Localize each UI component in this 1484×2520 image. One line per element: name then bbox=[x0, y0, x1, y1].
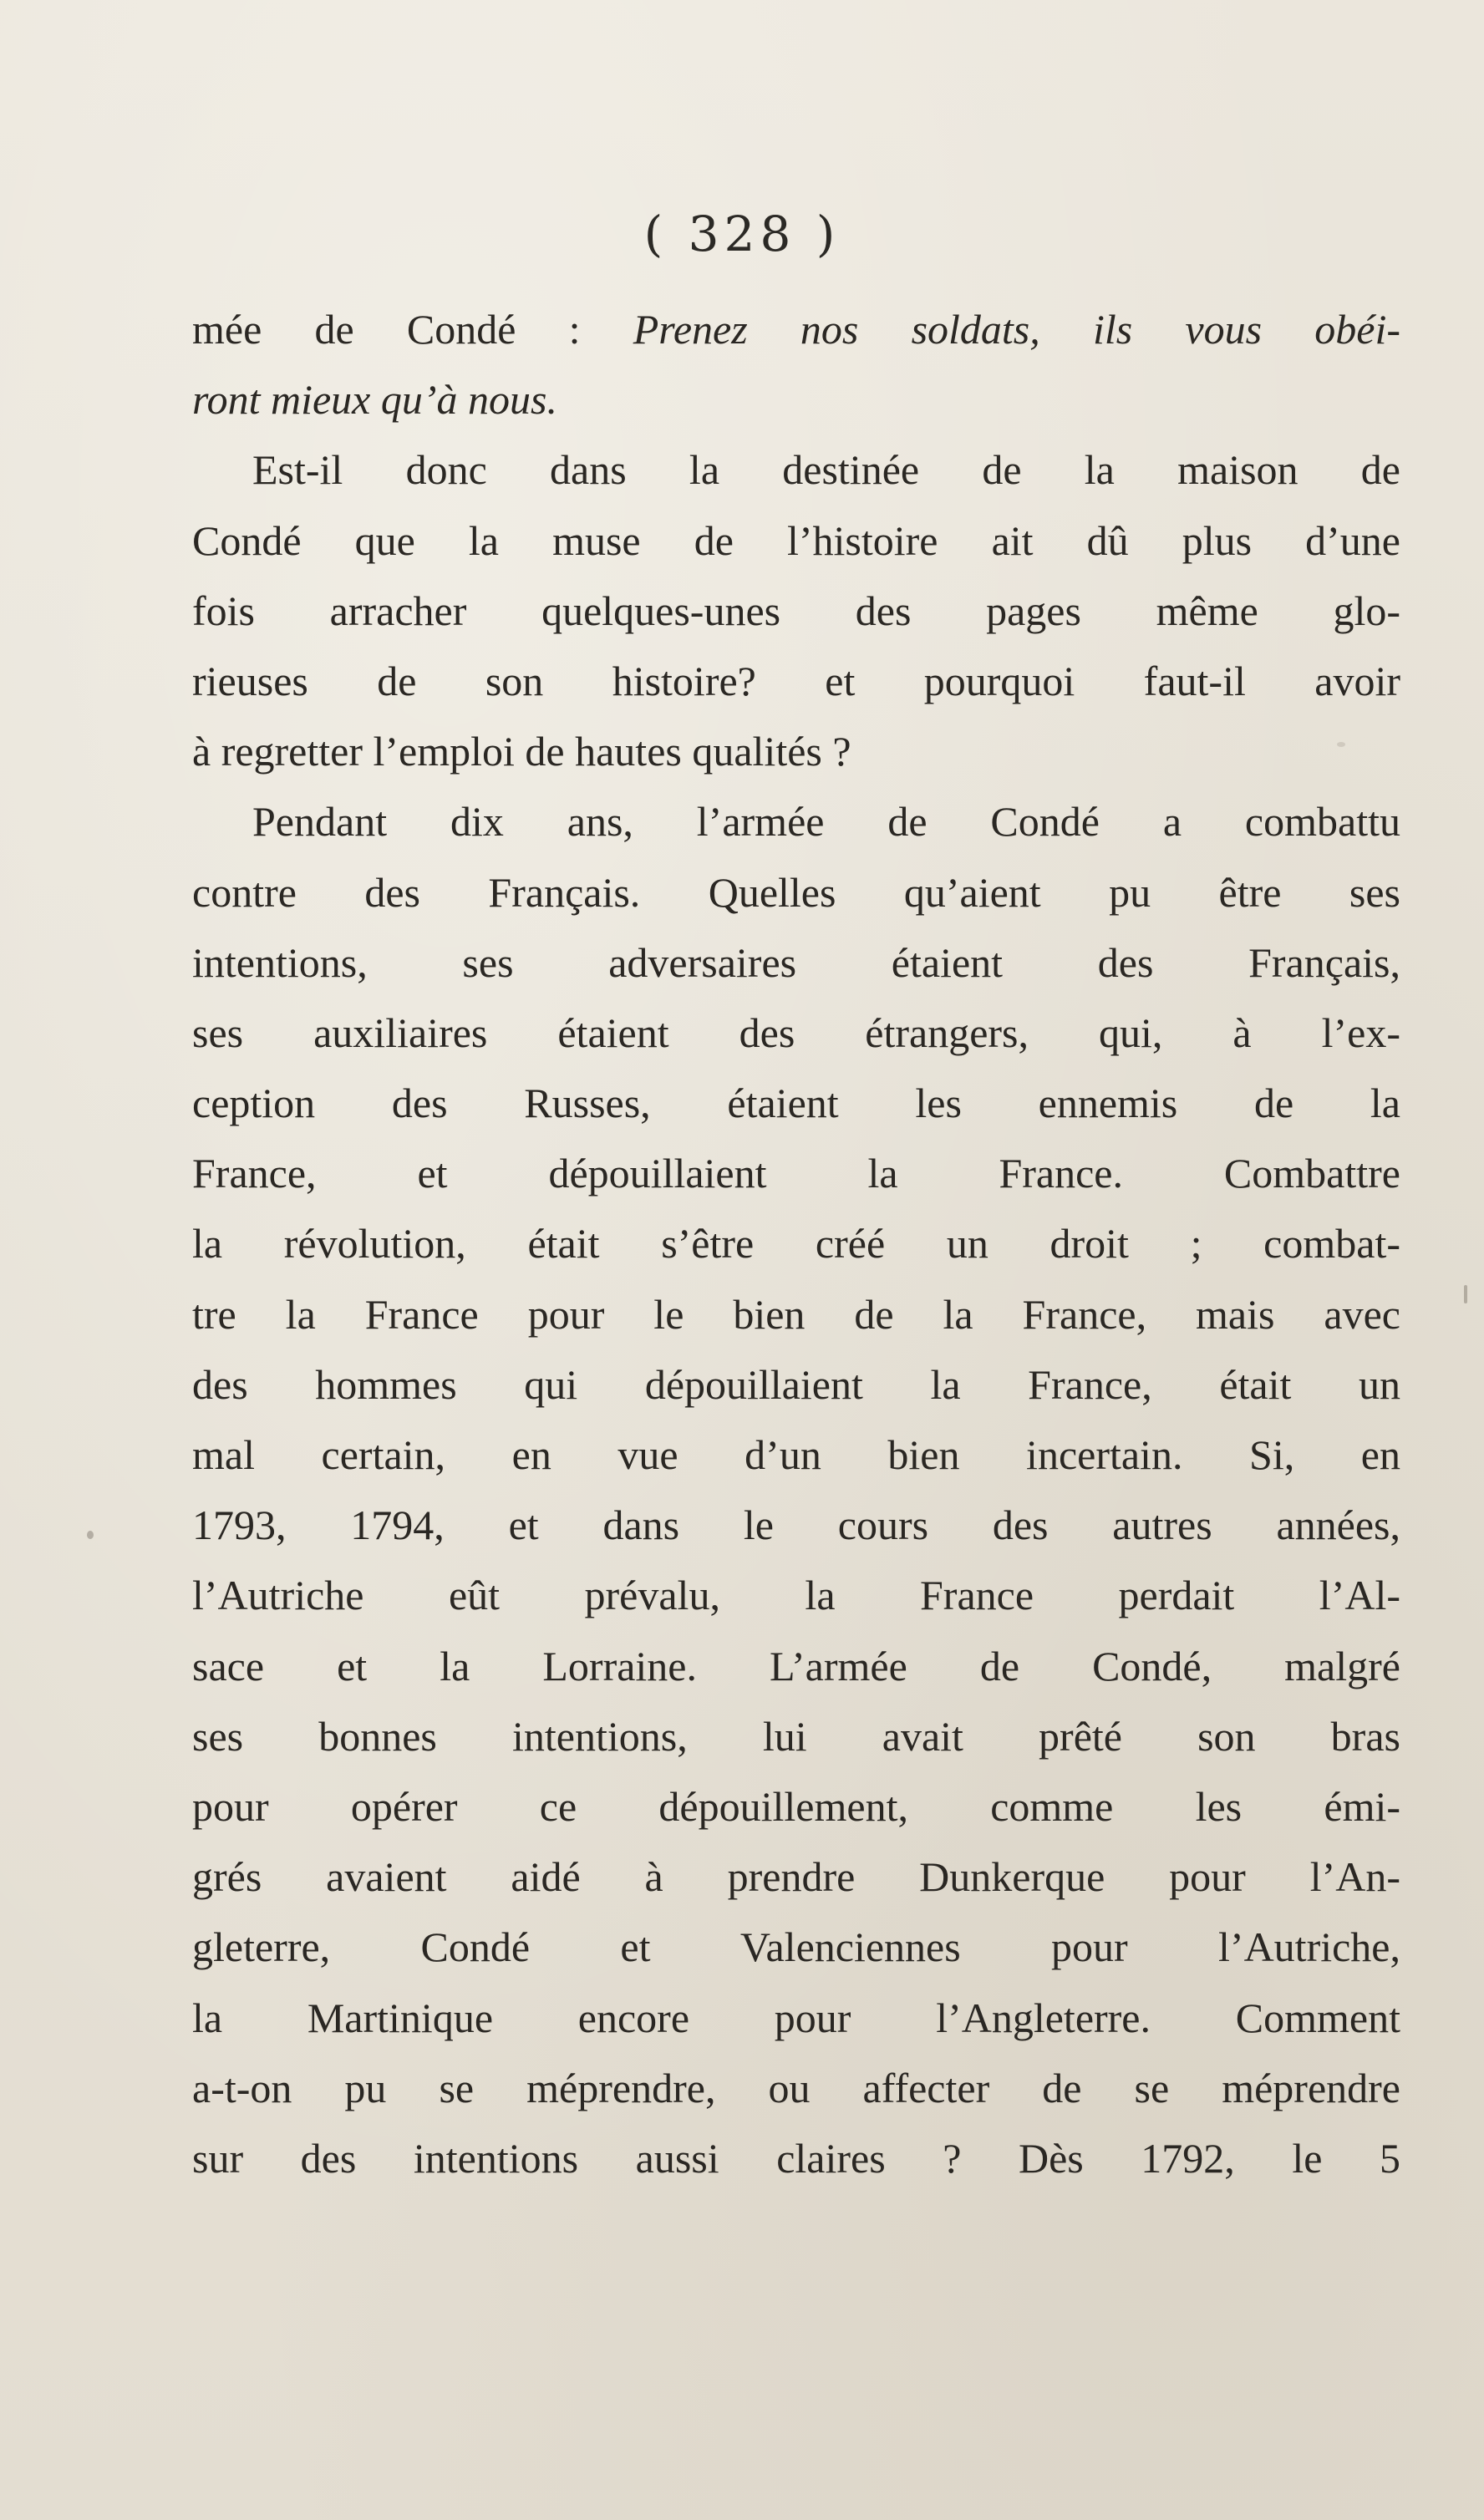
text-line bbox=[192, 364, 1400, 434]
body-text bbox=[192, 294, 1400, 2193]
text-segment: pour opérer ce dépouillement, comme les émi- bbox=[192, 1782, 1400, 1830]
text-line bbox=[192, 576, 1400, 646]
text-segment: sur des intentions aussi claires ? Dès 1792, le 5 bbox=[192, 2134, 1400, 2182]
page-number: ( 328 ) bbox=[643, 206, 841, 262]
text-segment: l’Autriche eût prévalu, la France perdait l’Al- bbox=[192, 1572, 1400, 1619]
text-line bbox=[192, 1912, 1400, 1982]
text-line bbox=[192, 1208, 1400, 1278]
text-segment: gleterre, Condé et Valenciennes pour l’Autriche, bbox=[192, 1923, 1400, 1971]
text-line bbox=[192, 434, 1400, 505]
text-line bbox=[192, 786, 1400, 856]
text-line bbox=[192, 1349, 1400, 1420]
text-segment: à regretter l’emploi de hautes qualités ? bbox=[192, 728, 851, 775]
text-line bbox=[192, 646, 1400, 716]
text-segment: tre la France pour le bien de la France, mais avec bbox=[192, 1290, 1400, 1338]
text-segment: mée de Condé : bbox=[192, 306, 633, 353]
text-segment: France, et dépouillaient la France. Combattre bbox=[192, 1150, 1400, 1197]
italic-text-segment: Prenez nos soldats, ils vous obéi- bbox=[633, 306, 1400, 353]
text-line bbox=[192, 506, 1400, 576]
text-line bbox=[192, 998, 1400, 1068]
text-segment: fois arracher quelques-unes des pages même glo- bbox=[192, 587, 1400, 634]
text-segment: rieuses de son histoire? et pourquoi faut-il avoir bbox=[192, 657, 1400, 704]
text-line bbox=[192, 1420, 1400, 1490]
ink-speck bbox=[1337, 742, 1345, 747]
text-line bbox=[192, 1701, 1400, 1771]
text-line bbox=[192, 2053, 1400, 2123]
ink-speck bbox=[1464, 1285, 1467, 1303]
text-segment: grés avaient aidé à prendre Dunkerque pour l’An- bbox=[192, 1853, 1400, 1901]
text-segment: intentions, ses adversaires étaient des Français, bbox=[192, 938, 1400, 986]
text-segment: Pendant dix ans, l’armée de Condé a combattu bbox=[252, 798, 1400, 846]
text-line bbox=[192, 2123, 1400, 2193]
text-segment: 1793, 1794, et dans le cours des autres années, bbox=[192, 1501, 1400, 1549]
text-line bbox=[192, 1279, 1400, 1349]
text-line bbox=[192, 1560, 1400, 1630]
text-segment: ses auxiliaires étaient des étrangers, qui, à l’ex- bbox=[192, 1009, 1400, 1056]
text-line bbox=[192, 1138, 1400, 1208]
text-segment: des hommes qui dépouillaient la France, était un bbox=[192, 1360, 1400, 1408]
text-line bbox=[192, 1631, 1400, 1701]
text-segment: a-t-on pu se méprendre, ou affecter de se méprendre bbox=[192, 2064, 1400, 2111]
text-segment: la révolution, était s’être créé un droit ; combat- bbox=[192, 1220, 1400, 1268]
text-line bbox=[192, 1068, 1400, 1138]
text-line bbox=[192, 927, 1400, 998]
text-line bbox=[192, 1771, 1400, 1842]
text-segment: sace et la Lorraine. L’armée de Condé, malgré bbox=[192, 1642, 1400, 1689]
text-segment: la Martinique encore pour l’Angleterre. Comment bbox=[192, 1994, 1400, 2041]
text-segment: mal certain, en vue d’un bien incertain. Si, en bbox=[192, 1431, 1400, 1478]
text-segment: ception des Russes, étaient les ennemis de la bbox=[192, 1080, 1400, 1127]
ink-speck bbox=[87, 1531, 94, 1539]
italic-text-segment: ront mieux qu’à nous. bbox=[192, 376, 557, 424]
text-line bbox=[192, 1842, 1400, 1912]
text-line bbox=[192, 1490, 1400, 1560]
text-line bbox=[192, 716, 1400, 786]
text-segment: Condé que la muse de l’histoire ait dû plus d’une bbox=[192, 516, 1400, 564]
text-segment: contre des Français. Quelles qu’aient pu être ses bbox=[192, 868, 1400, 916]
text-segment: Est-il donc dans la destinée de la maison de bbox=[252, 446, 1400, 494]
text-line bbox=[192, 294, 1400, 364]
text-segment: ses bonnes intentions, lui avait prêté son bras bbox=[192, 1712, 1400, 1760]
text-line bbox=[192, 857, 1400, 927]
text-line bbox=[192, 1983, 1400, 2053]
